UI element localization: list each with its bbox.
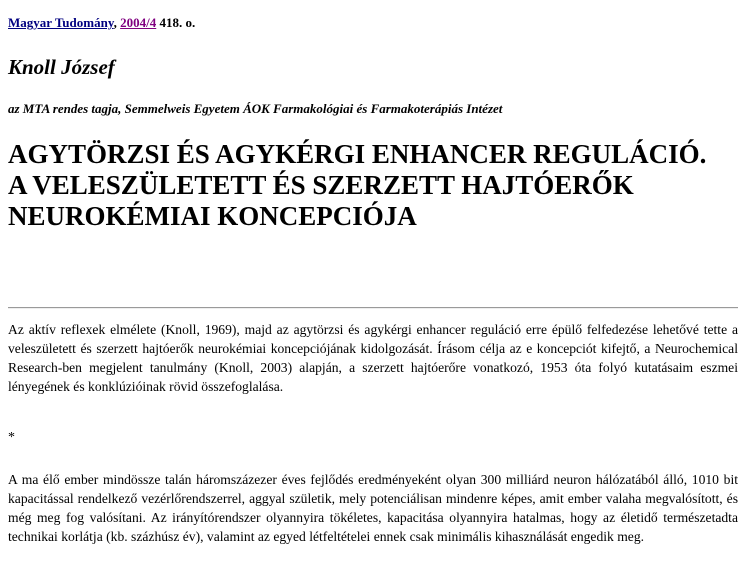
article-title: AGYTÖRZSI ÉS AGYKÉRGI ENHANCER REGULÁCIÓ. A VELESZÜLETETT ÉS SZERZETT HAJTÓERŐK NEUROKÉMIAI KONCEPCIÓJA [8,139,707,231]
author-affiliation: az MTA rendes tagja, Semmelweis Egyetem ÁOK Farmakológiai és Farmakoterápiás Intézet [8,101,503,116]
issue-link[interactable]: 2004/4 [120,15,157,30]
abstract-paragraph: Az aktív reflexek elmélete (Knoll, 1969), majd az agytörzsi és agykérgi enhancer reguláció erre épülő felfedezése lehetővé tette a veleszületett és szerzett hajtóerők neurokémiai koncepciójának kidolgozását. Írásom célja az e koncepciót kifejtő, a Neurochemical Research-ben megjelent tanulmány (Knoll, 2003) alapján, a szerzett hajtóerőre vonatkozó, 1953 óta folyó kutatásaim eszmei lényegének és konklúzióinak rövid összefoglalása. [8,322,738,394]
horizontal-divider [8,307,738,309]
body-paragraph: A ma élő ember mindössze talán háromszázezer éves fejlődés eredményeként olyan 300 milliárd neuron hálózatából álló, 1010 bit kapacitással rendelkező vezérlőrendszerrel, aggyal születik, mely potenciálisan mindenre képes, amit ember valaha megvalósított, és még meg fog valósítani. Az irányítórendszer olyannyira tökéletes, kapacitása olyannyira hatalmas, hogy az életidő természetadta technikai korlátja (kb. százhúsz év), valamint az egyed létfeltételei ennek csak minimális kihasználását engedik meg. [8,472,738,544]
section-asterisk: * [8,430,15,445]
journal-link[interactable]: Magyar Tudomány [8,15,114,30]
page-reference: 418. o. [156,15,196,30]
author-name: Knoll József [8,55,115,79]
source-line [8,15,195,31]
source-separator: , [113,15,121,30]
